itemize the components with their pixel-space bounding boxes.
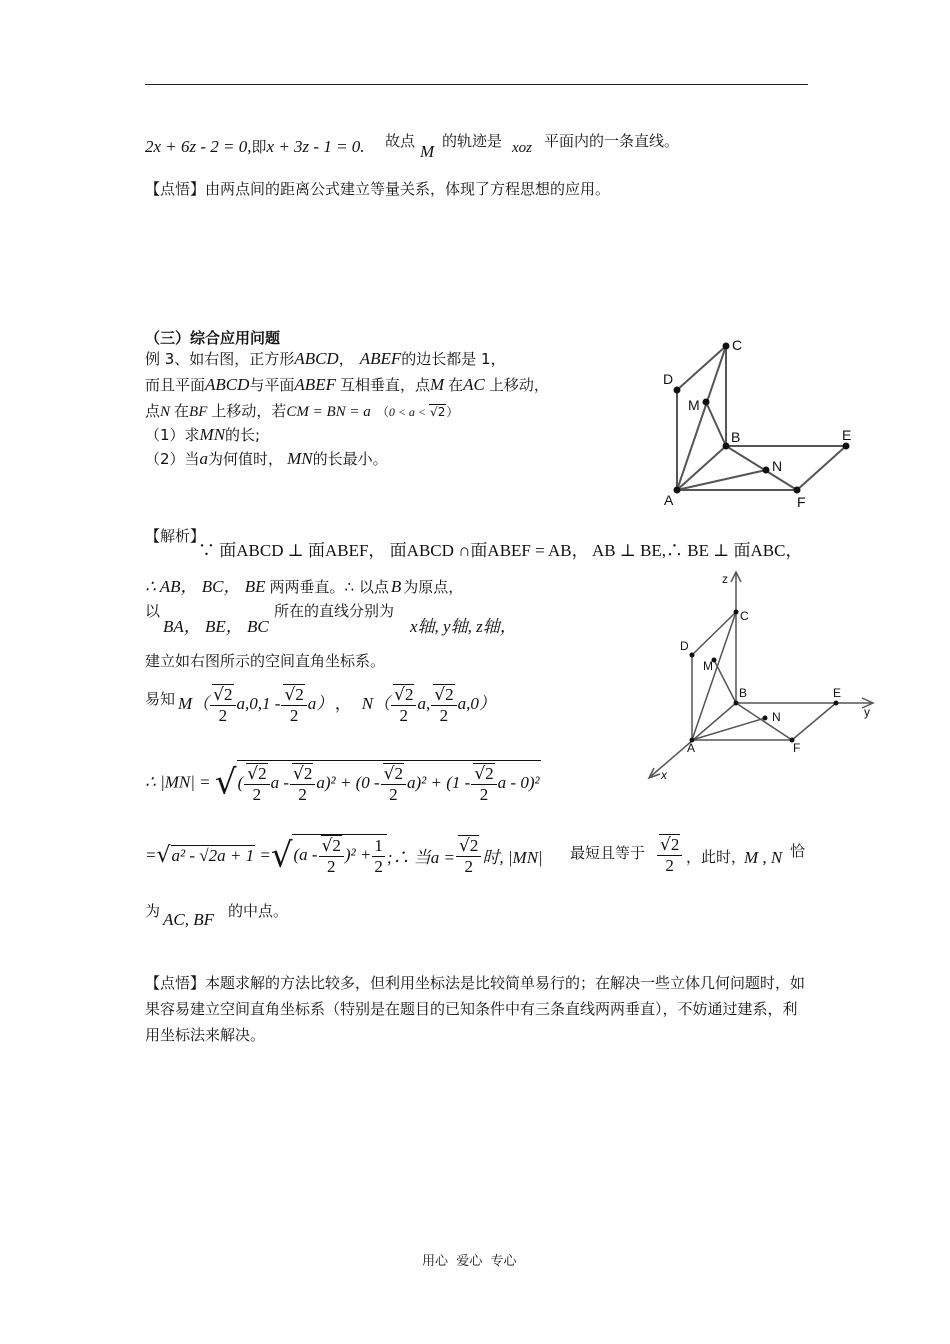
yizhi-text: 易知 xyxy=(145,690,176,708)
ji-text: 即 xyxy=(251,138,267,156)
svg-text:F: F xyxy=(797,494,806,510)
svg-text:A: A xyxy=(687,741,696,755)
svg-text:E: E xyxy=(842,427,852,443)
svg-text:B: B xyxy=(731,429,741,445)
svg-text:E: E xyxy=(833,686,842,700)
note-2: 【点悟】本题求解的方法比较多，但利用坐标法是比较简单易行的；在解决一些立体几何问题时，如果容易建立空间直角坐标系（特别是在题目的已知条件中有三条直线两两垂直），不妨通过建系，利用坐标法来解决。 xyxy=(145,974,806,1044)
example-line-3: 点N 在BF 上移动，若CM = BN = a （0 < a < √2） xyxy=(145,402,459,420)
svg-text:y: y xyxy=(864,705,870,719)
svg-text:x: x xyxy=(661,768,667,782)
note-1: 【点悟】由两点间的距离公式建立等量关系，体现了方程思想的应用。 xyxy=(145,180,611,198)
min-value: $\frac{√2}{2}$ xyxy=(656,834,683,876)
svg-text:z: z xyxy=(722,572,728,586)
point-b xyxy=(723,443,730,450)
question-1: （1）求MN的长; xyxy=(145,425,261,444)
page-footer: 用心 爱心 专心 xyxy=(422,1254,517,1269)
point-n xyxy=(763,467,770,474)
trajectory-text-2: 的轨迹是 xyxy=(442,132,503,150)
coords-m-n: M（ $\frac{√2}{2}$ a,0,1 - $\frac{√2}{2}$ a） ， N（ $\frac{√2}{2}$ a, $\frac{√2}{2}$ a,0） xyxy=(178,685,496,725)
point-m xyxy=(703,399,710,406)
distance-formula: ∴ |MN| = √( $\frac{√2}{2}$ a - $\frac{√2}{2}$ a)² + (0 - $\frac{√2}{2}$ a)² + (1 - $\frac{√2}{2}$ a - 0)² xyxy=(145,760,541,805)
solution-line-3-axes: BA， BE， BC xyxy=(163,617,269,636)
point-d xyxy=(674,387,681,394)
trajectory-line xyxy=(145,136,365,157)
svg-text:N: N xyxy=(772,458,783,474)
solution-line-3b: 所在的直线分别为 xyxy=(274,602,395,620)
svg-text:M: M xyxy=(688,397,700,413)
trajectory-text-1: 故点 xyxy=(385,132,416,150)
svg-text:D: D xyxy=(680,639,689,653)
header-rule xyxy=(145,84,808,85)
question-2: （2）当a为何值时， MN的长最小。 xyxy=(145,449,388,468)
svg-text:C: C xyxy=(732,337,743,353)
svg-text:M: M xyxy=(703,659,713,673)
svg-text:D: D xyxy=(663,371,674,387)
point-e xyxy=(843,443,850,450)
simplified-formula: =√a² - √2a + 1 =√(a - $\frac{√2}{2}$ )² + $\frac{1}{2}$ ;∴ 当a = $\frac{√2}{2}$ 时, |MN| xyxy=(145,835,543,876)
solution-line-4: 建立如右图所示的空间直角坐标系。 xyxy=(145,652,386,670)
point-m: M xyxy=(420,142,435,161)
midpoint-text: 的中点。 xyxy=(228,902,289,920)
svg-text:N: N xyxy=(772,710,781,724)
equation-2: x + 3z - 1 = 0. xyxy=(266,137,365,156)
section-title: （三）综合应用问题 xyxy=(145,329,281,347)
example-line-1: 例 3、如右图，正方形ABCD， ABEF的边长都是 1， xyxy=(145,349,506,368)
cishi-text: ，此时， xyxy=(686,848,747,866)
min-text: 最短且等于 xyxy=(570,844,646,862)
trajectory-text-3: 平面内的一条直线。 xyxy=(544,132,680,150)
solution-label: 【解析】 xyxy=(145,527,206,545)
solution-line-3a: 以 xyxy=(145,602,161,620)
wei-text: 为 xyxy=(145,902,161,920)
plane-xoz: xoz xyxy=(512,140,532,156)
example-line-2: 而且平面ABCD与平面ABEF 互相垂直，点M 在AC 上移动， xyxy=(145,375,549,394)
svg-text:C: C xyxy=(740,609,749,623)
ac-bf: AC, BF xyxy=(163,910,214,929)
m-n-points: M , N xyxy=(744,848,783,867)
figure-coordinate-system xyxy=(640,568,880,786)
solution-line-1: ∵ 面ABCD ⊥ 面ABEF， 面ABCD ∩面ABEF = AB， AB ⊥ BE,∴ BE ⊥ 面ABC， xyxy=(198,541,803,560)
equation-1: 2x + 6z - 2 = 0, xyxy=(145,137,252,156)
solution-line-2: ∴ AB， BC， BE 两两垂直。∴ 以点 B 为原点， xyxy=(145,577,464,596)
point-c xyxy=(723,343,730,350)
figure-square-planes xyxy=(640,330,870,515)
qia-text: 恰 xyxy=(790,842,806,860)
solution-axes-names: x轴, y轴, z轴， xyxy=(410,617,517,636)
point-a xyxy=(674,487,681,494)
svg-text:B: B xyxy=(739,686,748,700)
svg-text:F: F xyxy=(793,741,801,755)
point-f xyxy=(794,487,801,494)
svg-text:A: A xyxy=(664,492,674,508)
